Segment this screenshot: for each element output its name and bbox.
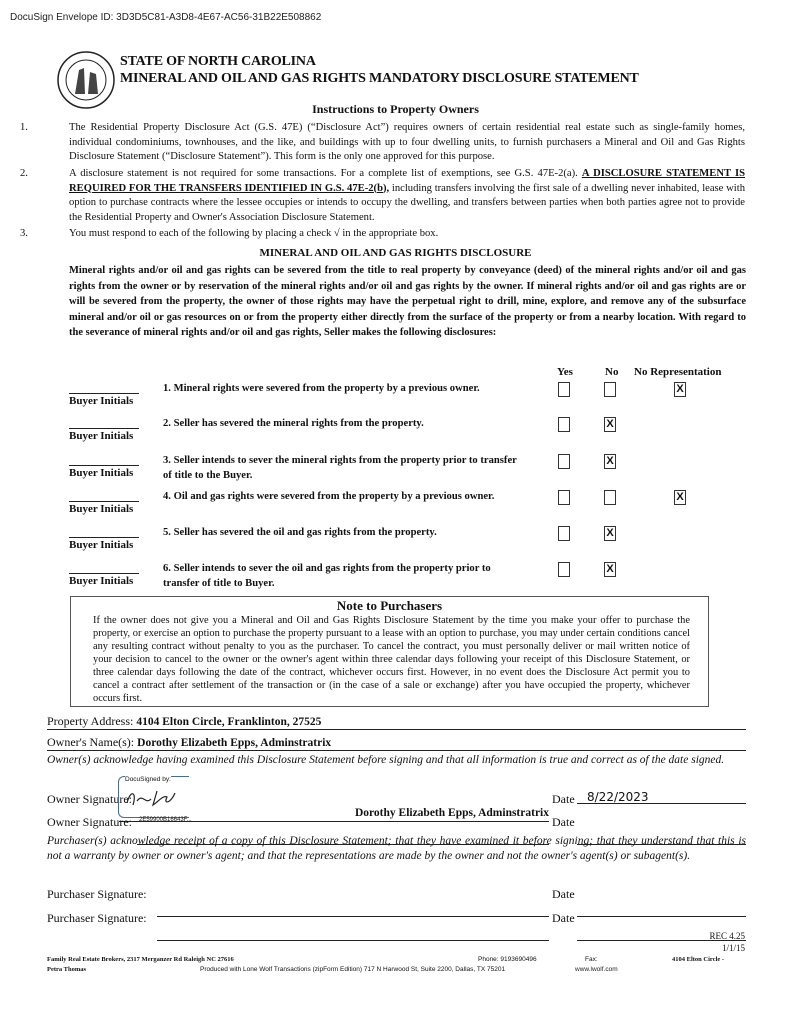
no-checkbox[interactable] <box>604 382 616 397</box>
yes-checkbox[interactable] <box>558 382 570 397</box>
col-no-representation: No Representation <box>634 366 722 378</box>
disclosure-question: 1. Mineral rights were severed from the property by a previous owner. <box>163 383 480 394</box>
state-title: STATE OF NORTH CAROLINA <box>120 54 316 69</box>
buyer-initials-label: Buyer Initials <box>69 467 134 479</box>
instruction-3: 3. You must respond to each of the following by placing a check √ in the appropriate box. <box>20 228 439 239</box>
disclosure-intro: Mineral rights and/or oil and gas rights can be severed from the title to real property by conveyance (deed) of the mineral rights and/or oil and gas rights from the owner or by reservation of the mineral rights and/or oil and gas rights by the owner. If mineral rights and/or oil and gas rights are or will be severed from the property, the owner of those rights may have the perpetual right to drill, mine, explore, and remove any of the subsurface mineral and/or oil or gas resources on or from the property either directly from the surface of the property or from a nearby location. With regard to the severance of mineral rights and/or oil and gas rights, Seller makes the following disclosures: <box>69 265 746 338</box>
note-to-purchasers <box>70 596 709 707</box>
buyer-initials-field[interactable] <box>69 465 139 466</box>
buyer-initials-label: Buyer Initials <box>69 395 134 407</box>
buyer-initials-field[interactable] <box>69 573 139 574</box>
owner-signature-field[interactable]: Dorothy Elizabeth Epps, Adminstratrix <box>119 807 549 822</box>
footer-agent: Petra Thomas <box>47 966 87 973</box>
disclosure-question: 3. Seller intends to sever the mineral rights from the property prior to transfer of title to the Buyer. <box>163 455 517 481</box>
disclosure-heading: MINERAL AND OIL AND GAS RIGHTS DISCLOSURE <box>259 247 532 259</box>
yes-checkbox[interactable] <box>558 562 570 577</box>
buyer-initials-label: Buyer Initials <box>69 575 134 587</box>
buyer-initials-field[interactable] <box>69 393 139 394</box>
purchaser-signature-2-row: Purchaser Signature: Date <box>47 911 746 927</box>
no-checkbox[interactable]: X <box>604 526 616 541</box>
owner-signature-row: Owner Signature: Dorothy Elizabeth Epps, Adminstratrix Date 8/22/2023 <box>47 792 746 808</box>
signature-scribble <box>123 783 193 813</box>
disclosure-question: 5. Seller has severed the oil and gas rights from the property. <box>163 527 437 538</box>
no-checkbox[interactable]: X <box>604 562 616 577</box>
buyer-initials-label: Buyer Initials <box>69 430 134 442</box>
form-title: MINERAL AND OIL AND GAS RIGHTS MANDATORY DISCLOSURE STATEMENT <box>120 71 639 86</box>
purchaser-signature-2-field[interactable] <box>157 926 549 941</box>
footer-fax: Fax: <box>585 956 598 963</box>
yes-checkbox[interactable] <box>558 490 570 505</box>
yes-checkbox[interactable] <box>558 454 570 469</box>
instruction-2: 2. A disclosure statement is not required for some transactions. For a complete list of exemptions, see G.S. 47E-2(a). A DISCLOSURE STATEMENT IS REQUIRED FOR THE TRANSFERS IDENTIFIED IN G.S. 47E-2(b), including transfers involving the first sale of a dwelling never inhabited, lease with option to purchase contracts where the lessee occupies or intends to occupy the dwelling, and transfers between parties when both parties agree not to provide the Residential Property and Owner's Association Disclosure Statement. <box>20 168 745 223</box>
instruction-1: 1. The Residential Property Disclosure Act (G.S. 47E) (“Disclosure Act”) requires owners of certain residential real estate such as single-family homes, individual condominiums, townhouses, and the like, and buildings with up to four dwelling units, to furnish purchasers a Mineral and Oil and Gas Rights Disclosure Statement (“Disclosure Statement”). This form is the only one approved for this purpose. <box>20 122 745 162</box>
no-checkbox[interactable]: X <box>604 454 616 469</box>
disclosure-question: 2. Seller has severed the mineral rights from the property. <box>163 418 424 429</box>
no-representation-checkbox[interactable]: X <box>674 490 686 505</box>
form-revision: REC 4.25 1/1/15 <box>709 931 745 953</box>
nc-seal-icon <box>55 50 117 110</box>
owner-date-field[interactable]: 8/22/2023 <box>577 790 746 804</box>
buyer-initials-label: Buyer Initials <box>69 503 134 515</box>
col-no: No <box>605 366 619 378</box>
col-yes: Yes <box>557 366 573 378</box>
footer-link[interactable]: www.lwolf.com <box>575 966 618 973</box>
property-address-field[interactable]: Property Address: 4104 Elton Circle, Franklinton, 27525 <box>47 714 746 730</box>
docusign-frame: DocuSigned by: 2E59900B16643F... <box>118 776 189 818</box>
yes-checkbox[interactable] <box>558 417 570 432</box>
footer-phone: Phone: 9193690496 <box>478 956 537 963</box>
buyer-initials-label: Buyer Initials <box>69 539 134 551</box>
instructions-heading: Instructions to Property Owners <box>312 102 479 116</box>
buyer-initials-field[interactable] <box>69 537 139 538</box>
footer-file: 4104 Elton Circle - <box>672 956 725 963</box>
purchaser-signature-row: Purchaser Signature: Date <box>47 887 746 903</box>
no-checkbox[interactable] <box>604 490 616 505</box>
yes-checkbox[interactable] <box>558 526 570 541</box>
purchaser-acknowledgement: Purchaser(s) acknowledge receipt of a copy of this Disclosure Statement; that they have examined it before signing; that they understand that this is not a warranty by owner or owner's agent; and that the representations are made by the owner and not the owner's agent(s) or subagent(s). <box>47 835 746 862</box>
footer-produced: Produced with Lone Wolf Transactions (zipForm Edition) 717 N Harwood St, Suite 2200, Dallas, TX 75201 <box>200 966 506 973</box>
buyer-initials-field[interactable] <box>69 501 139 502</box>
footer-broker: Family Real Estate Brokers, 2317 Merganzer Rd Raleigh NC 27616 <box>47 956 234 963</box>
note-heading: Note to Purchasers <box>336 598 443 613</box>
owner-name-field[interactable]: Owner's Name(s): Dorothy Elizabeth Epps, Adminstratrix <box>47 735 746 751</box>
disclosure-question: 6. Seller intends to sever the oil and gas rights from the property prior to transfer of title to Buyer. <box>163 563 491 589</box>
envelope-id: DocuSign Envelope ID: 3D3D5C81-A3D8-4E67-AC56-31B22E508862 <box>10 12 322 23</box>
no-representation-checkbox[interactable]: X <box>674 382 686 397</box>
owner-signature-2-row: Owner Signature: Date <box>47 815 746 831</box>
disclosure-question: 4. Oil and gas rights were severed from the property by a previous owner. <box>163 491 495 502</box>
owner-acknowledgement: Owner(s) acknowledge having examined this Disclosure Statement before signing and that all information is true and correct as of the date signed. <box>47 754 725 766</box>
note-text: If the owner does not give you a Mineral and Oil and Gas Rights Disclosure Statement by the time you make your offer to purchase the property, or exercise an option to purchase the property pursuant to a lease with an option to purchase, you may under certain conditions cancel any resulting contract without penalty to you as the purchaser. To cancel the contract, you must personally deliver or mail written notice of your decision to cancel to the owner or the owner's agent within three calendar days following your receipt of this Disclosure Statement, or three calendar days following the date of the contract, whichever occurs first. However, in no event does the Disclosure Act permit you to cancel a contract after settlement of the transaction or (in the case of a sale or exchange) after you have occupied the property, whichever occurs first. <box>93 615 690 704</box>
no-checkbox[interactable]: X <box>604 417 616 432</box>
buyer-initials-field[interactable] <box>69 428 139 429</box>
